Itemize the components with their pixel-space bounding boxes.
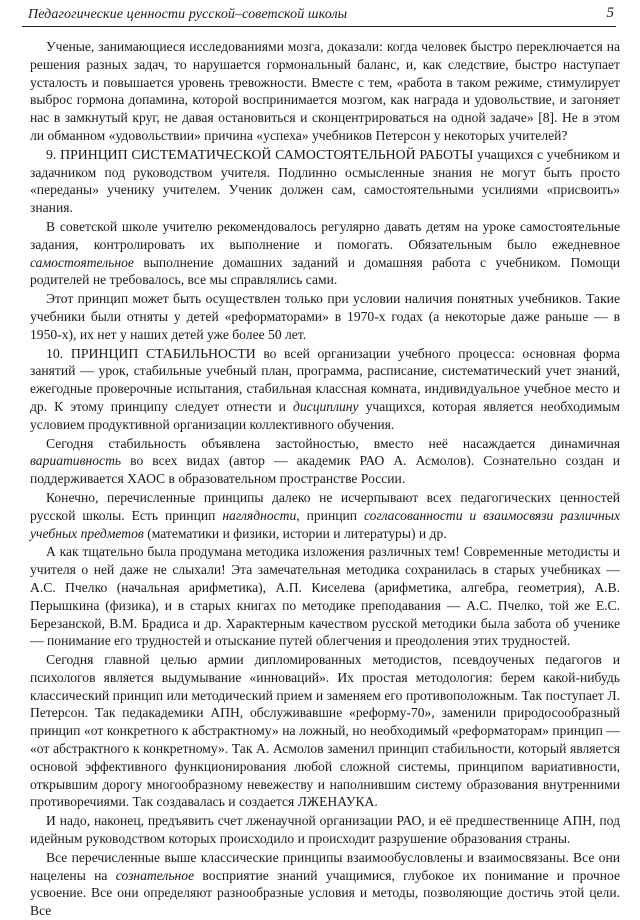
emphasis-visibility: наглядности bbox=[222, 507, 297, 523]
paragraph-other-principles: Конечно, перечисленные принципы далеко не исчерпывают всех педагогических ценностей русской школы. Есть принцип наглядности, принцип согласованности и взаимосвязи различных учебных предметов (математики и физики, истории и литературы) и др. bbox=[30, 489, 620, 541]
paragraph-principle-10: 10. ПРИНЦИП СТАБИЛЬНОСТИ во всей организации учебного процесса: основная форма занятий — урок, стабильные учебный план, программа, расписание, систематический учет знаний, ежегодные проверочные испытания, стабильная классная комната, индивидуальное учебное место и др. К этому принципу следует отнести и дисциплину учащихся, которая является необходимым условием продуктивной организации коллективного обучения. bbox=[30, 345, 621, 432]
paragraph-textbooks: Этот принцип может быть осуществлен только при условии наличия понятных учебников. Такие учебники были отняты у детей «реформаторами» в 1970-х годах (а некоторые даже раньше — в 1950-х), их нет у наших детей уже более 50 лет. bbox=[30, 291, 620, 342]
paragraph-methodology: А как тщательно была продумана методика изложения различных тем! Современные методисты и учителя о ней даже не слыхали! Эта замечательная методика сохранилась в старых учебниках — А.С. Пчелко (начальная арифметика), А.П. Киселева (арифметика, алгебра, геометрия), А.В. Перышкина (физика), и в старых книгах по методике преподавания — А.С. Пчелко, той же Е.С. Березанской, В.М. Брадиса и др. Характерным качеством русской методики была забота об ученике — понимание его трудностей и отыскание путей облегчения и преодоления этих трудностей. bbox=[30, 544, 620, 649]
paragraph-brain-research: Ученые, занимающиеся исследованиями мозга, доказали: когда человек быстро переключается на решения разных задач, то нарушается гормональный баланс, и, как следствие, быстро наступает усталость и повышается уровень тревожности. Вместе с тем, «работа в таком режиме, стимулирует выброс гормона допамина, которой воспринимается мозгом, как награда и удовольствие, и загоняет нас в замкнутый круг, не давая остановиться и сконцентрироваться на одной задаче» [8]. Не в этом ли обманном «удовольствии» причина «успеха» учебников Петерсон у некоторых учителей? bbox=[30, 39, 620, 143]
emphasis-independent: самостоятельное bbox=[30, 254, 134, 270]
emphasis-interconnection: согласованности и взаимосвязи различных учебных предметов bbox=[30, 507, 620, 541]
paragraph-ran-account: И надо, наконец, предъявить счет лженаучной организации РАО, и её предшественнице АПН, под идейным руководством которых происходило и происходит разрушение образования страны. bbox=[30, 813, 620, 847]
principle-9-heading: 9. ПРИНЦИП СИСТЕМАТИЧЕСКОЙ САМОСТОЯТЕЛЬНОЙ РАБОТЫ bbox=[46, 146, 474, 162]
paragraph-conclusion: Все перечисленные выше классические принципы взаимообусловлены и взаимосвязаны. Все они нацелены на сознательное восприятие знаний учащимися, глубокое их понимание и прочное усвоение. Все они определяют разнообразные условия и методы, позволяющие достичь этой цели. Все bbox=[30, 849, 620, 919]
running-title: Педагогические ценности русской–советской школы bbox=[28, 7, 348, 22]
emphasis-discipline: дисциплину bbox=[292, 398, 359, 414]
paragraph-stability: Сегодня стабильность объявлена застойностью, вместо неё насаждается динамичная вариативность во всех видах (автор — академик РАО А. Асмолов). Сознательно создан и поддерживается ХАОС в образовательном пространстве России. bbox=[30, 435, 620, 487]
page-number: 5 bbox=[606, 5, 614, 21]
principle-10-heading: 10. ПРИНЦИП СТАБИЛЬНОСТИ bbox=[46, 345, 256, 361]
paragraph-innovations: Сегодня главной целью армии дипломированных методистов, псевдоученых педагогов и психологов является выдумывание «инноваций». Их простая методология: берем какой-нибудь классический принцип или методический прием и заменяем его противоположным. Так поступает Л. Петерсон. Так педакадемики АПН, обслуживавшие «реформу-70», заменили природосообразный принцип «от конкретного к абстрактному» на ложный, но необходимый «реформаторам» принцип — «от абстрактного к конкретному». Так А. Асмолов заменил принцип стабильности, который является основой эффективного функционирования любой сложной системы, принципом вариативности, открывшим дорогу многообразному невежеству и наполнившим систему образования внутренними противоречиями. Так создавалась и создается ЛЖЕНАУКА. bbox=[30, 652, 620, 810]
paragraph-soviet-school: В советской школе учителю рекомендовалось регулярно давать детям на уроке самостоятельные задания, контролировать их выполнение и помогать. Обязательным было ежедневное самостоятельное выполнение домашних заданий и домашняя работа с учебником. Помощи родителей не требовалось, все мы справлялись сами. bbox=[30, 218, 620, 288]
paragraph-principle-9: 9. ПРИНЦИП СИСТЕМАТИЧЕСКОЙ САМОСТОЯТЕЛЬНОЙ РАБОТЫ учащихся с учебником и задачником под руководством учителя. Подлинно осмысленные знания не могут быть просто «переданы» ученику учителем. Ученик должен сам, самостоятельными усилиями «присвоить» знания. bbox=[30, 146, 620, 216]
emphasis-variativity: вариативность bbox=[30, 453, 122, 469]
emphasis-conscious: сознательное bbox=[115, 867, 195, 883]
running-header bbox=[22, 4, 616, 27]
body-text bbox=[30, 38, 621, 919]
